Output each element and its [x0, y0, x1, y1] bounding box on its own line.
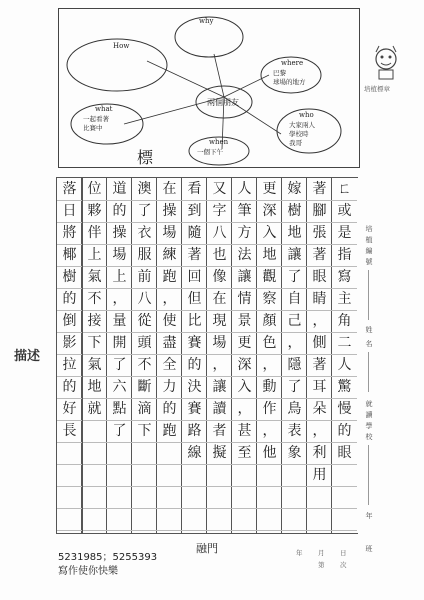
grid-cell: 比: [182, 310, 207, 333]
grid-cell: ，: [232, 398, 257, 421]
grid-cell: [257, 464, 282, 487]
grid-cell: 頭: [132, 332, 157, 355]
grid-cell: [282, 508, 307, 531]
grid-cell: 道: [107, 178, 132, 201]
grid-cell: 不: [132, 354, 157, 377]
label-class: 班: [365, 545, 373, 553]
grid-cell: [82, 464, 107, 487]
grid-cell: 伴: [82, 222, 107, 245]
grid-column: [106, 178, 132, 533]
grid-cell: 張: [307, 222, 332, 245]
grid-cell: [57, 464, 82, 487]
grid-cell: [107, 464, 132, 487]
grid-cell: ，: [257, 420, 282, 443]
grid-cell: 像: [207, 266, 232, 289]
grid-cell: 更: [257, 178, 282, 201]
grid-cell: [257, 486, 282, 509]
grid-cell: 決: [182, 376, 207, 399]
label-pei: 培: [365, 225, 373, 233]
grid-cell: 地: [282, 222, 307, 245]
grid-cell: [82, 508, 107, 531]
grid-cell: [157, 442, 182, 465]
grid-cell: 朵: [307, 398, 332, 421]
grid-cell: [257, 508, 282, 531]
grid-cell: [132, 508, 157, 531]
grid-cell: 讓: [232, 266, 257, 289]
grid-cell: [332, 464, 357, 487]
grid-cell: 地: [257, 244, 282, 267]
grid-cell: 了: [107, 420, 132, 443]
grid-cell: [107, 486, 132, 509]
grid-cell: [157, 486, 182, 509]
grid-cell: 寫: [332, 266, 357, 289]
grid-cell: 擬: [207, 442, 232, 465]
grid-cell: 使: [157, 310, 182, 333]
footer-times: 次: [340, 561, 347, 569]
grid-cell: 景: [232, 310, 257, 333]
grid-cell: 在: [207, 288, 232, 311]
grid-cell: [207, 486, 232, 509]
grid-cell: 盡: [157, 332, 182, 355]
grid-cell: 了: [132, 200, 157, 223]
grid-cell: 二: [332, 332, 357, 355]
grid-cell: [107, 508, 132, 531]
grid-cell: 又: [207, 178, 232, 201]
grid-cell: 的: [332, 420, 357, 443]
grid-cell: 情: [232, 288, 257, 311]
grid-cell: [132, 442, 157, 465]
grid-cell: [282, 464, 307, 487]
grid-cell: 甚: [232, 420, 257, 443]
grid-cell: 到: [182, 200, 207, 223]
grid-cell: 場: [107, 244, 132, 267]
grid-cell: 嫁: [282, 178, 307, 201]
grid-cell: 前: [132, 266, 157, 289]
what-notes: 一起看著 比賽中: [83, 115, 109, 132]
why-label: why: [199, 17, 214, 25]
grid-cell: 表: [282, 420, 307, 443]
grid-cell: 腳: [307, 200, 332, 223]
grid-cell: 著: [307, 178, 332, 201]
grid-cell: 下: [132, 420, 157, 443]
grid-cell: 斷: [132, 376, 157, 399]
who-label: who: [299, 111, 314, 119]
grid-cell: 察: [257, 288, 282, 311]
grid-cell: 澳: [132, 178, 157, 201]
label-xing: 姓: [365, 326, 373, 334]
who-notes: 大家兩人 學校時 我哥: [289, 121, 315, 147]
grid-cell: ，: [282, 332, 307, 355]
grid-cell: 自: [282, 288, 307, 311]
grid-cell: [57, 486, 82, 509]
grid-column: [56, 178, 83, 533]
grid-column: [281, 178, 307, 533]
footer-year: 年: [296, 549, 303, 557]
grid-cell: 讓: [282, 244, 307, 267]
grid-cell: 深: [232, 354, 257, 377]
grid-cell: 觀: [257, 266, 282, 289]
id-line: [368, 270, 369, 320]
grid-cell: [82, 420, 107, 443]
grid-cell: [157, 508, 182, 531]
grid-cell: 全: [157, 354, 182, 377]
grid-cell: 法: [232, 244, 257, 267]
grid-cell: 椰: [57, 244, 82, 267]
grid-cell: ，: [107, 288, 132, 311]
grid-cell: 下: [82, 332, 107, 355]
grid-cell: ㄈ: [332, 178, 357, 201]
grid-cell: 的: [57, 288, 82, 311]
grid-cell: 上: [82, 244, 107, 267]
label-xiao: 校: [365, 433, 373, 441]
grid-cell: 著: [307, 244, 332, 267]
grid-cell: 角: [332, 310, 357, 333]
grid-cell: 地: [82, 376, 107, 399]
grid-cell: 也: [207, 244, 232, 267]
grid-cell: 隱: [282, 354, 307, 377]
grid-cell: 點: [107, 398, 132, 421]
label-du: 讀: [365, 411, 373, 419]
grid-cell: [182, 508, 207, 531]
grid-cell: 作: [257, 398, 282, 421]
grid-cell: 滴: [132, 398, 157, 421]
grid-cell: [332, 486, 357, 509]
grid-cell: 賽: [182, 398, 207, 421]
grid-cell: 色: [257, 332, 282, 355]
when-notes: 一個下午: [197, 148, 223, 156]
label-xue: 學: [365, 422, 373, 430]
grid-cell: 慢: [332, 398, 357, 421]
grid-bottom-border: [56, 533, 358, 534]
grid-cell: 指: [332, 244, 357, 267]
grid-cell: 接: [82, 310, 107, 333]
grid-cell: 眼: [332, 442, 357, 465]
grid-cell: 著: [307, 354, 332, 377]
grid-cell: 的: [107, 200, 132, 223]
grid-cell: 上: [107, 266, 132, 289]
grid-cell: ，: [307, 420, 332, 443]
name-line: [368, 352, 369, 392]
grid-cell: [207, 508, 232, 531]
footer-day: 日: [340, 549, 347, 557]
teacher-mark: 融門: [196, 542, 218, 555]
grid-cell: 場: [207, 332, 232, 355]
grid-cell: 八: [207, 222, 232, 245]
mind-map: [58, 8, 360, 168]
grid-cell: [132, 486, 157, 509]
grid-cell: [57, 442, 82, 465]
how-label: How: [113, 42, 130, 50]
label-zhi: 植: [365, 236, 373, 244]
grid-cell: 是: [332, 222, 357, 245]
grid-cell: 筆: [232, 200, 257, 223]
grid-cell: 量: [107, 310, 132, 333]
label-jiu: 就: [365, 400, 373, 408]
footer-slogan: 寫作使你快樂: [58, 566, 118, 577]
grid-cell: 落: [57, 178, 82, 201]
grid-cell: ，: [307, 310, 332, 333]
grid-column: [306, 178, 332, 533]
mascot-stamp-icon: [366, 42, 406, 82]
grid-cell: 驚: [332, 376, 357, 399]
grid-column: [81, 178, 107, 533]
grid-cell: ，: [157, 288, 182, 311]
grid-cell: 入: [257, 222, 282, 245]
grid-cell: 更: [232, 332, 257, 355]
grid-cell: 樹: [282, 200, 307, 223]
grid-cell: 賽: [182, 332, 207, 355]
grid-column: [231, 178, 257, 533]
grid-cell: 了: [282, 266, 307, 289]
label-ming: 名: [365, 340, 373, 348]
grid-column: [131, 178, 157, 533]
grid-cell: 拉: [57, 354, 82, 377]
grid-cell: 鳥: [282, 398, 307, 421]
grid-column: [256, 178, 282, 533]
label-grade: 年: [365, 512, 373, 520]
grid-cell: 將: [57, 222, 82, 245]
grid-cell: 著: [182, 244, 207, 267]
grid-cell: 不: [82, 288, 107, 311]
grid-cell: [57, 508, 82, 531]
grid-cell: 眼: [307, 266, 332, 289]
grid-cell: 用: [307, 464, 332, 487]
grid-cell: 的: [57, 376, 82, 399]
grid-cell: 衣: [132, 222, 157, 245]
when-label: when: [209, 138, 229, 146]
grid-cell: 或: [332, 200, 357, 223]
grid-cell: 線: [182, 442, 207, 465]
school-line: [368, 445, 369, 505]
where-label: where: [281, 59, 304, 67]
where-notes: 巴黎 球場的地方: [273, 69, 306, 86]
grid-cell: 深: [257, 200, 282, 223]
grid-cell: 人: [332, 354, 357, 377]
margin-hand-note: 描述: [14, 349, 41, 364]
grid-cell: [307, 486, 332, 509]
grid-cell: 八: [132, 288, 157, 311]
grid-cell: 的: [157, 398, 182, 421]
grid-cell: [307, 508, 332, 531]
grid-cell: 好: [57, 398, 82, 421]
grid-cell: 了: [107, 354, 132, 377]
grid-cell: [157, 464, 182, 487]
grid-cell: 方: [232, 222, 257, 245]
grid-cell: 動: [257, 376, 282, 399]
grid-cell: [107, 442, 132, 465]
center-label: 兩個朋友: [207, 98, 239, 107]
grid-cell: 隨: [182, 222, 207, 245]
footer-phone: 5231985；5255393: [58, 552, 158, 563]
grid-cell: 開: [107, 332, 132, 355]
grid-cell: 現: [207, 310, 232, 333]
grid-column: [206, 178, 232, 533]
grid-cell: 他: [257, 442, 282, 465]
grid-cell: 象: [282, 442, 307, 465]
grid-cell: 日: [57, 200, 82, 223]
grid-cell: 主: [332, 288, 357, 311]
grid-cell: [182, 464, 207, 487]
grid-cell: 利: [307, 442, 332, 465]
grid-cell: 者: [207, 420, 232, 443]
grid-cell: 跑: [157, 420, 182, 443]
label-hao: 號: [365, 258, 373, 266]
grid-cell: 操: [107, 222, 132, 245]
grid-cell: ，: [207, 354, 232, 377]
grid-cell: [207, 464, 232, 487]
title-mark: 標: [137, 148, 154, 167]
grid-cell: 至: [232, 442, 257, 465]
grid-cell: 氣: [82, 354, 107, 377]
grid-cell: 入: [232, 376, 257, 399]
grid-cell: 己: [282, 310, 307, 333]
grid-cell: 回: [182, 266, 207, 289]
grid-cell: [182, 486, 207, 509]
grid-cell: 操: [157, 200, 182, 223]
grid-cell: 服: [132, 244, 157, 267]
grid-cell: 力: [157, 376, 182, 399]
what-label: what: [95, 105, 113, 113]
grid-cell: 睛: [307, 288, 332, 311]
grid-cell: ，: [257, 354, 282, 377]
grid-cell: 練: [157, 244, 182, 267]
grid-cell: 倒: [57, 310, 82, 333]
grid-cell: 氣: [82, 266, 107, 289]
grid-cell: 長: [57, 420, 82, 443]
writing-grid: [56, 178, 358, 533]
grid-cell: [282, 486, 307, 509]
grid-cell: 讓: [207, 376, 232, 399]
grid-column: [181, 178, 207, 533]
grid-cell: 位: [82, 178, 107, 201]
stamp-label: 培植標章: [364, 85, 390, 93]
grid-cell: 夥: [82, 200, 107, 223]
grid-cell: [82, 486, 107, 509]
grid-cell: 側: [307, 332, 332, 355]
footer-no: 第: [318, 561, 325, 569]
grid-cell: [332, 508, 357, 531]
grid-cell: 但: [182, 288, 207, 311]
grid-cell: [132, 464, 157, 487]
label-bian: 編: [365, 247, 373, 255]
grid-cell: 顏: [257, 310, 282, 333]
grid-cell: 從: [132, 310, 157, 333]
grid-cell: 字: [207, 200, 232, 223]
grid-cell: 人: [232, 178, 257, 201]
grid-cell: [232, 508, 257, 531]
grid-cell: [232, 486, 257, 509]
grid-cell: 讀: [207, 398, 232, 421]
grid-cell: 路: [182, 420, 207, 443]
grid-cell: 就: [82, 398, 107, 421]
grid-cell: [232, 464, 257, 487]
grid-cell: 了: [282, 376, 307, 399]
grid-cell: 耳: [307, 376, 332, 399]
grid-cell: 的: [182, 354, 207, 377]
grid-cell: 跑: [157, 266, 182, 289]
grid-cell: 看: [182, 178, 207, 201]
grid-column: [331, 178, 357, 533]
grid-cell: [82, 442, 107, 465]
grid-cell: 六: [107, 376, 132, 399]
footer-month: 月: [318, 549, 325, 557]
grid-cell: 在: [157, 178, 182, 201]
grid-cell: 場: [157, 222, 182, 245]
grid-cell: 影: [57, 332, 82, 355]
grid-cell: 樹: [57, 266, 82, 289]
grid-column: [156, 178, 182, 533]
